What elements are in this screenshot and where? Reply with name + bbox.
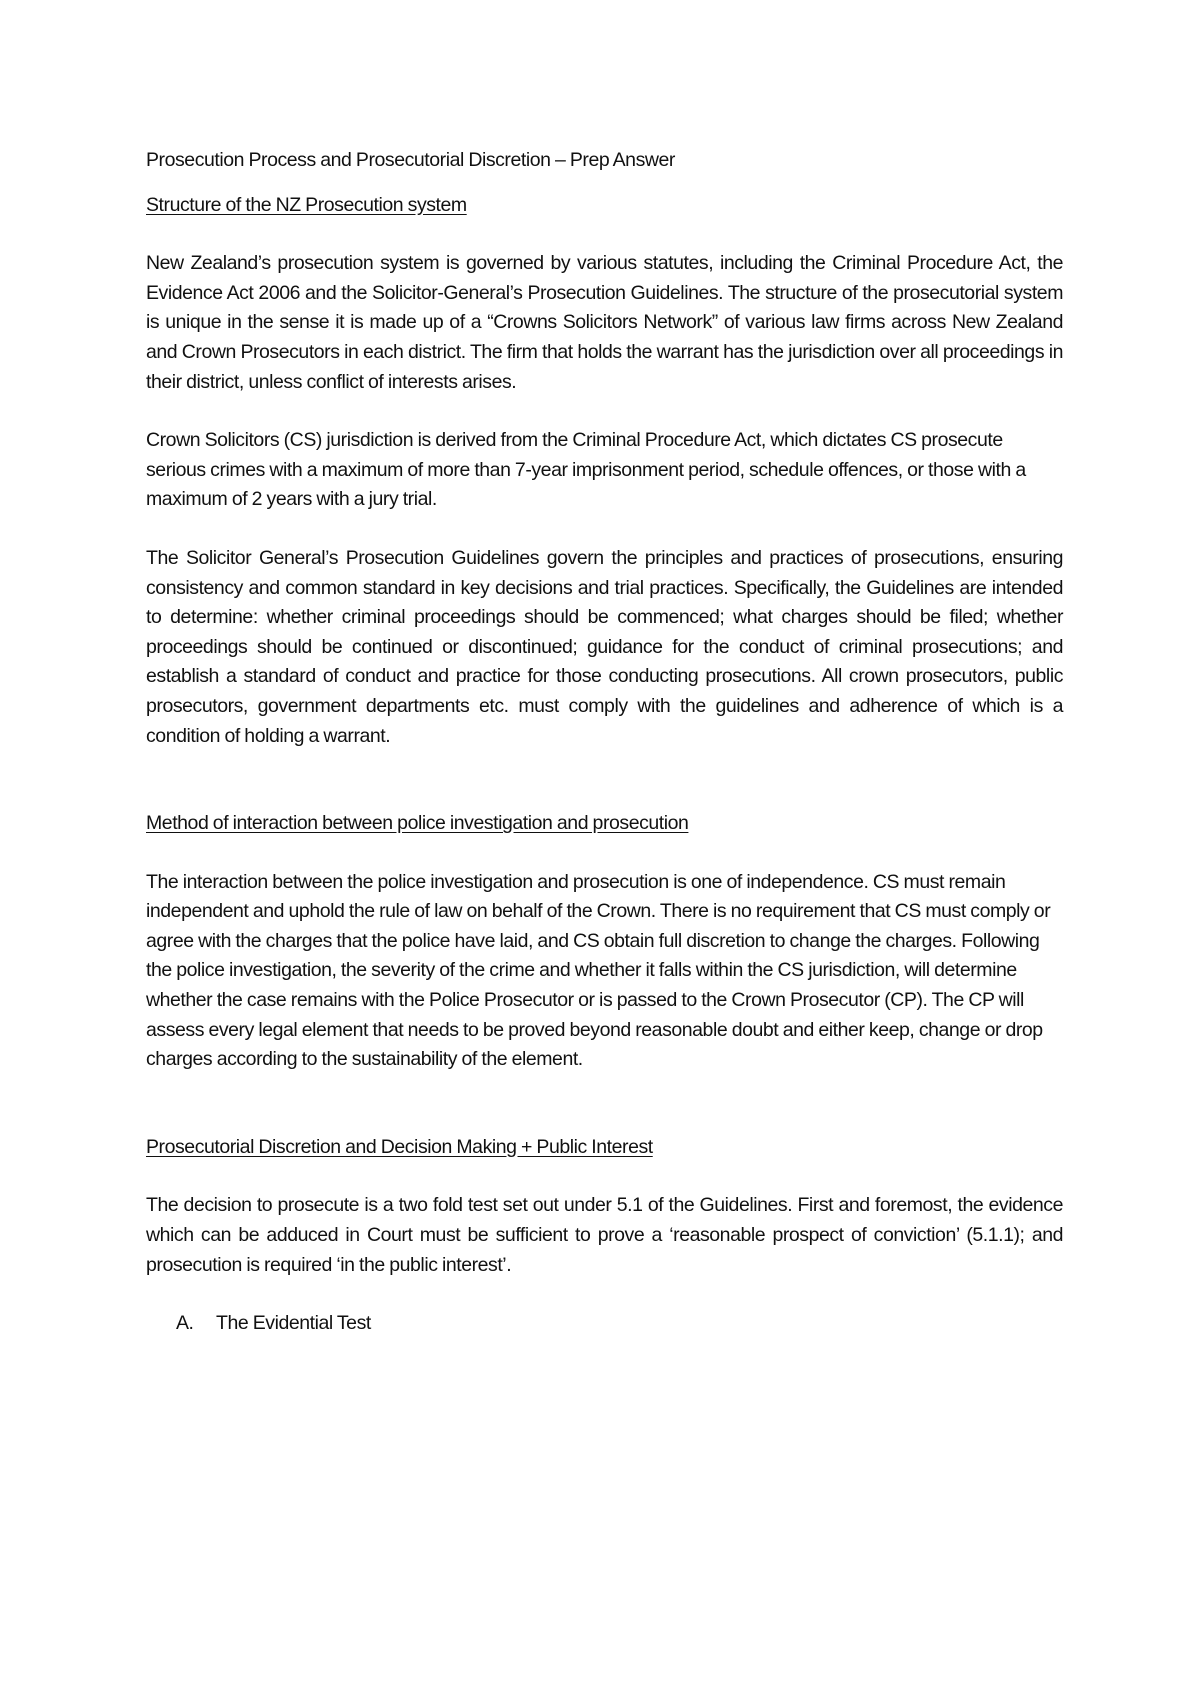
spacer	[146, 751, 1063, 809]
list-item-text: The Evidential Test	[216, 1312, 371, 1335]
paragraph: The interaction between the police investigation and prosecution is one of independence. CS must remain independent and uphold the rule of law on behalf of the Crown. There is no requirement that CS must comply or agree with the charges that the police have laid, and CS obtain full discretion to change the charges. Following the police investigation, the severity of the crime and whether it falls within the CS jurisdiction, will determine whether the case remains with the Police Prosecutor or is passed to the Crown Prosecutor (CP). The CP will assess every legal element that needs to be proved beyond reasonable doubt and either keep, change or drop charges according to the sustainability of the element.	[146, 870, 1051, 1071]
spacer	[146, 220, 1063, 249]
document-page	[146, 146, 1063, 1339]
section-heading-discretion: Prosecutorial Discretion and Decision Making + Public Interest	[146, 1135, 653, 1158]
section-heading-interaction: Method of interaction between police investigation and prosecution	[146, 812, 689, 835]
paragraph: Crown Solicitors (CS) jurisdiction is derived from the Criminal Procedure Act, which dictates CS prosecute serious crimes with a maximum of more than 7-year imprisonment period, schedule offences, or those with a maximum of 2 years with a jury trial.	[146, 429, 1026, 511]
list-marker: A.	[176, 1312, 194, 1335]
section-heading-structure: Structure of the NZ Prosecution system	[146, 193, 467, 216]
spacer	[146, 839, 1063, 868]
spacer	[146, 515, 1063, 544]
paragraph: The decision to prosecute is a two fold test set out under 5.1 of the Guidelines. First and foremost, the evidence which can be adduced in Court must be sufficient to prove a ‘reasonable prospect of conviction’ (5.1.1); and prosecution is required ‘in the public interest’.	[146, 1194, 1063, 1276]
spacer	[146, 1162, 1063, 1191]
spacer	[146, 1280, 1063, 1309]
list-item	[146, 1309, 1063, 1339]
paragraph: New Zealand’s prosecution system is governed by various statutes, including the Criminal Procedure Act, the Evidence Act 2006 and the Solicitor-General’s Prosecution Guidelines. The structure of the prosecutorial system is unique in the sense it is made up of a “Crowns Solicitors Network” of various law firms across New Zealand and Crown Prosecutors in each district. The firm that holds the warrant has the jurisdiction over all proceedings in their district, unless conflict of interests arises.	[146, 252, 1063, 393]
spacer	[146, 397, 1063, 426]
paragraph: The Solicitor General’s Prosecution Guidelines govern the principles and practices of prosecutions, ensuring consistency and common standard in key decisions and trial practices. Specifically, the Guidelines are intended to determine: whether criminal proceedings should be commenced; what charges should be filed; whether proceedings should be continued or discontinued; guidance for the conduct of criminal prosecutions; and establish a standard of conduct and practice for those conducting prosecutions. All crown prosecutors, public prosecutors, government departments etc. must comply with the guidelines and adherence of which is a condition of holding a warrant.	[146, 546, 1063, 747]
spacer	[146, 1075, 1063, 1133]
document-title: Prosecution Process and Prosecutorial Discretion – Prep Answer	[146, 149, 675, 171]
